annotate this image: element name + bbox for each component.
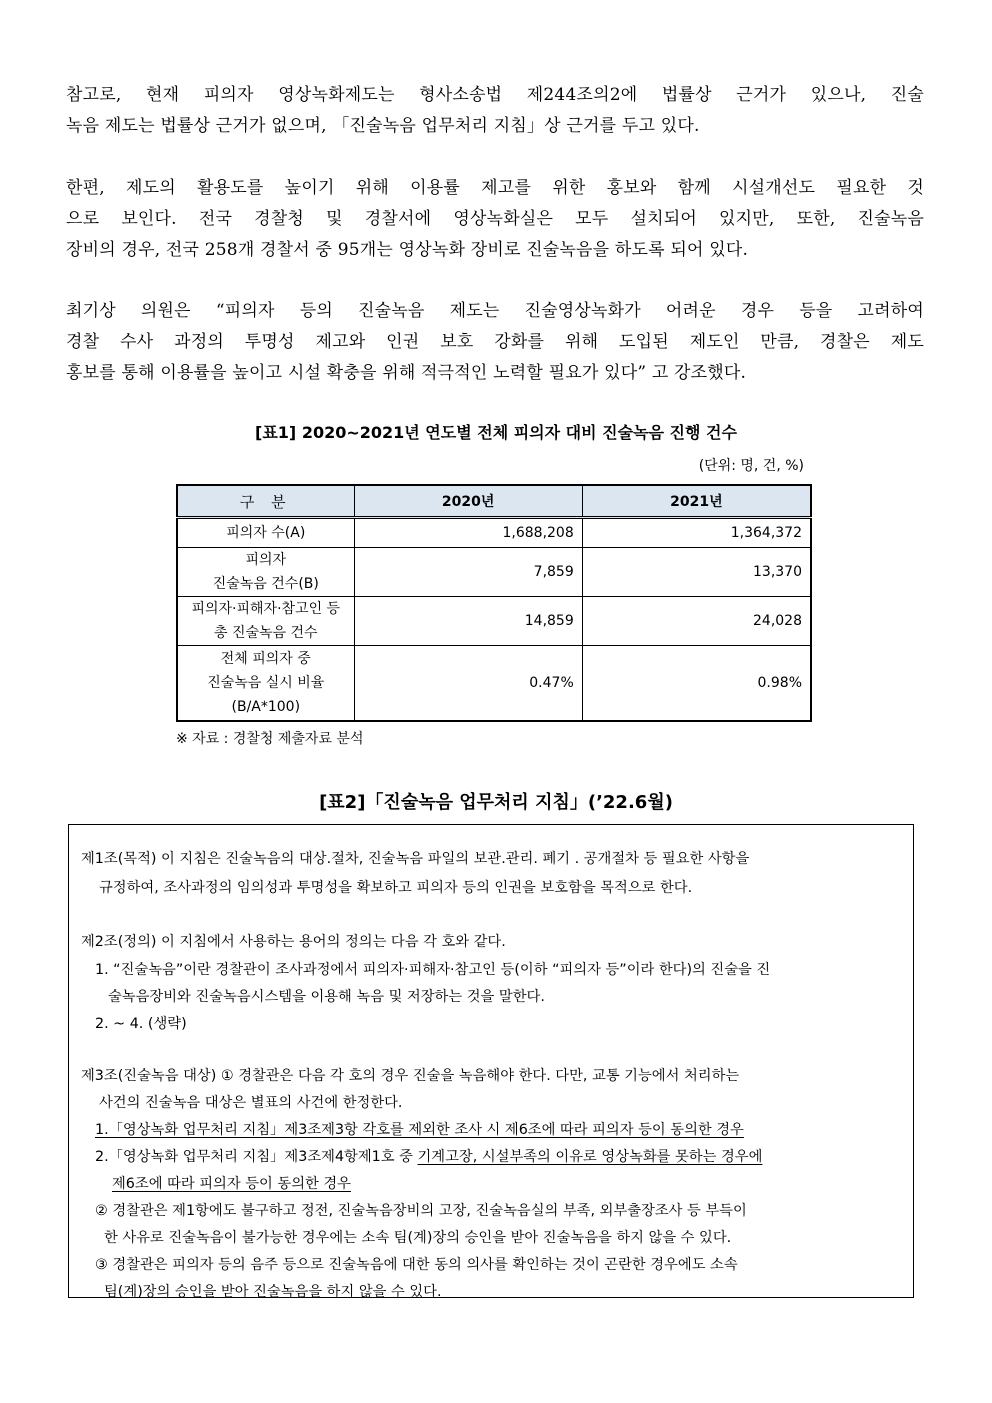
paragraph-quote xyxy=(66,296,924,389)
table1-source-note: ※ 자료 : 경찰청 제출자료 분석 xyxy=(176,731,364,747)
table2-title: [표2]「진술녹음 업무처리 지침」(’22.6월) xyxy=(319,792,673,813)
article3-para3: 팀(계)장의 승인을 받아 진술녹음을 하지 않을 수 있다. xyxy=(104,1284,442,1300)
table1 xyxy=(176,484,812,722)
row-label-line: 전체 피의자 중 xyxy=(220,651,311,667)
article2-item: 술녹음장비와 진술녹음시스템을 이용해 녹음 및 저장하는 것을 말한다. xyxy=(108,989,545,1005)
cell-2021: 13,370 xyxy=(582,548,811,597)
article3-item2 xyxy=(95,1143,762,1172)
article1-line: 제1조(목적) 이 지침은 진술녹음의 대상.절차, 진술녹음 파일의 보관.관리. 폐기 . 공개절차 등 필요한 사항을 xyxy=(81,851,750,867)
paragraph-line: 경찰 수사 과정의 투명성 제고와 인권 보호 강화를 위해 도입된 제도인 만큼, 경찰은 제도 xyxy=(66,332,924,352)
table-row xyxy=(177,597,811,646)
table2-guideline-box xyxy=(68,824,914,1298)
article3-line: 제3조(진술녹음 대상) ① 경찰관은 다음 각 호의 경우 진술을 녹음해야 한다. 다만, 교통 기능에서 처리하는 xyxy=(81,1068,740,1084)
cell-2021: 1,364,372 xyxy=(582,518,811,548)
table1-header-2020: 2020년 xyxy=(354,485,582,518)
row-label-line: (B/A*100) xyxy=(231,699,301,715)
article3-item1: 1.「영상녹화 업무처리 지침」제3조제3항 각호를 제외한 조사 시 제6조에 따라 피의자 등이 동의한 경우 xyxy=(95,1122,744,1138)
paragraph-line: 한편, 제도의 활용도를 높이기 위해 이용률 제고를 위한 홍보와 함께 시설개선도 필요한 것 xyxy=(66,178,924,198)
cell-2020: 7,859 xyxy=(354,548,582,597)
article3-item2-cont: 제6조에 따라 피의자 등이 동의한 경우 xyxy=(112,1176,351,1192)
table-row xyxy=(177,518,811,548)
row-label-line: 피의자·피해자·참고인 등 xyxy=(191,601,341,617)
table1-header-2021: 2021년 xyxy=(582,485,811,518)
paragraph-line: 참고로, 현재 피의자 영상녹화제도는 형사소송법 제244조의2에 법률상 근거가 있으나, 진술 xyxy=(66,85,924,105)
row-label-line: 총 진술녹음 건수 xyxy=(213,625,318,641)
cell-2020: 0.47% xyxy=(354,646,582,722)
paragraph-line: 홍보를 통해 이용률을 높이고 시설 확충을 위해 적극적인 노력할 필요가 있다” 고 강조했다. xyxy=(66,363,747,383)
article3-para3: ③ 경찰관은 피의자 등의 음주 등으로 진술녹음에 대한 동의 의사를 확인하는 것이 곤란한 경우에도 소속 xyxy=(95,1257,738,1273)
article3-para2: ② 경찰관은 제1항에도 불구하고 정전, 진술녹음장비의 고장, 진술녹음실의 부족, 외부출장조사 등 부득이 xyxy=(95,1203,747,1219)
row-label-line: 진술녹음 실시 비율 xyxy=(207,675,325,691)
table1-unit: (단위: 명, 건, %) xyxy=(698,458,804,474)
row-label-line: 피의자 수(A) xyxy=(226,525,306,541)
table-row xyxy=(177,548,811,597)
table-row xyxy=(177,646,811,722)
paragraph-facility xyxy=(66,173,924,266)
row-label-line: 피의자 xyxy=(245,552,287,568)
table1-title: [표1] 2020~2021년 연도별 전체 피의자 대비 진술녹음 진행 건수 xyxy=(255,423,737,442)
paragraph-line: 녹음 제도는 법률상 근거가 없으며, 「진술녹음 업무처리 지침」상 근거를 두고 있다. xyxy=(66,116,700,136)
cell-2020: 1,688,208 xyxy=(354,518,582,548)
cell-2021: 24,028 xyxy=(582,597,811,646)
row-label xyxy=(177,646,354,722)
article2-item: 2. ~ 4. (생략) xyxy=(95,1016,187,1032)
article2-item: 1. “진술녹음”이란 경찰관이 조사과정에서 피의자·피해자·참고인 등(이하 “피의자 등”이라 한다)의 진술을 진 xyxy=(95,962,771,978)
row-label xyxy=(177,597,354,646)
article2-line: 제2조(정의) 이 지침에서 사용하는 용어의 정의는 다음 각 호와 같다. xyxy=(81,934,506,950)
row-label xyxy=(177,548,354,597)
paragraph-line: 장비의 경우, 전국 258개 경찰서 중 95개는 영상녹화 장비로 진술녹음을 하도록 되어 있다. xyxy=(66,240,749,260)
row-label-line: 진술녹음 건수(B) xyxy=(212,576,319,592)
article3-para2: 한 사유로 진술녹음이 불가능한 경우에는 소속 팀(계)장의 승인을 받아 진술녹음을 하지 않을 수 있다. xyxy=(104,1230,732,1246)
row-label xyxy=(177,518,354,548)
paragraph-line: 으로 보인다. 전국 경찰청 및 경찰서에 영상녹화실은 모두 설치되어 있지만, 또한, 진술녹음 xyxy=(66,209,924,229)
table1-header-category: 구 분 xyxy=(177,485,354,518)
article3-line: 사건의 진술녹음 대상은 별표의 사건에 한정한다. xyxy=(99,1095,403,1111)
cell-2021: 0.98% xyxy=(582,646,811,722)
paragraph-legal-basis xyxy=(66,80,924,142)
article1-line: 규정하여, 조사과정의 임의성과 투명성을 확보하고 피의자 등의 인권을 보호함을 목적으로 한다. xyxy=(99,880,693,896)
article3-item2-underlined: 기계고장, 시설부족의 이유로 영상녹화를 못하는 경우에 xyxy=(417,1149,763,1165)
cell-2020: 14,859 xyxy=(354,597,582,646)
article3-item2-plain: 2.「영상녹화 업무처리 지침」제3조제4항제1호 중 xyxy=(95,1149,418,1165)
table1-header-row xyxy=(177,485,811,518)
paragraph-line: 최기상 의원은 “피의자 등의 진술녹음 제도는 진술영상녹화가 어려운 경우 등을 고려하여 xyxy=(66,301,924,321)
